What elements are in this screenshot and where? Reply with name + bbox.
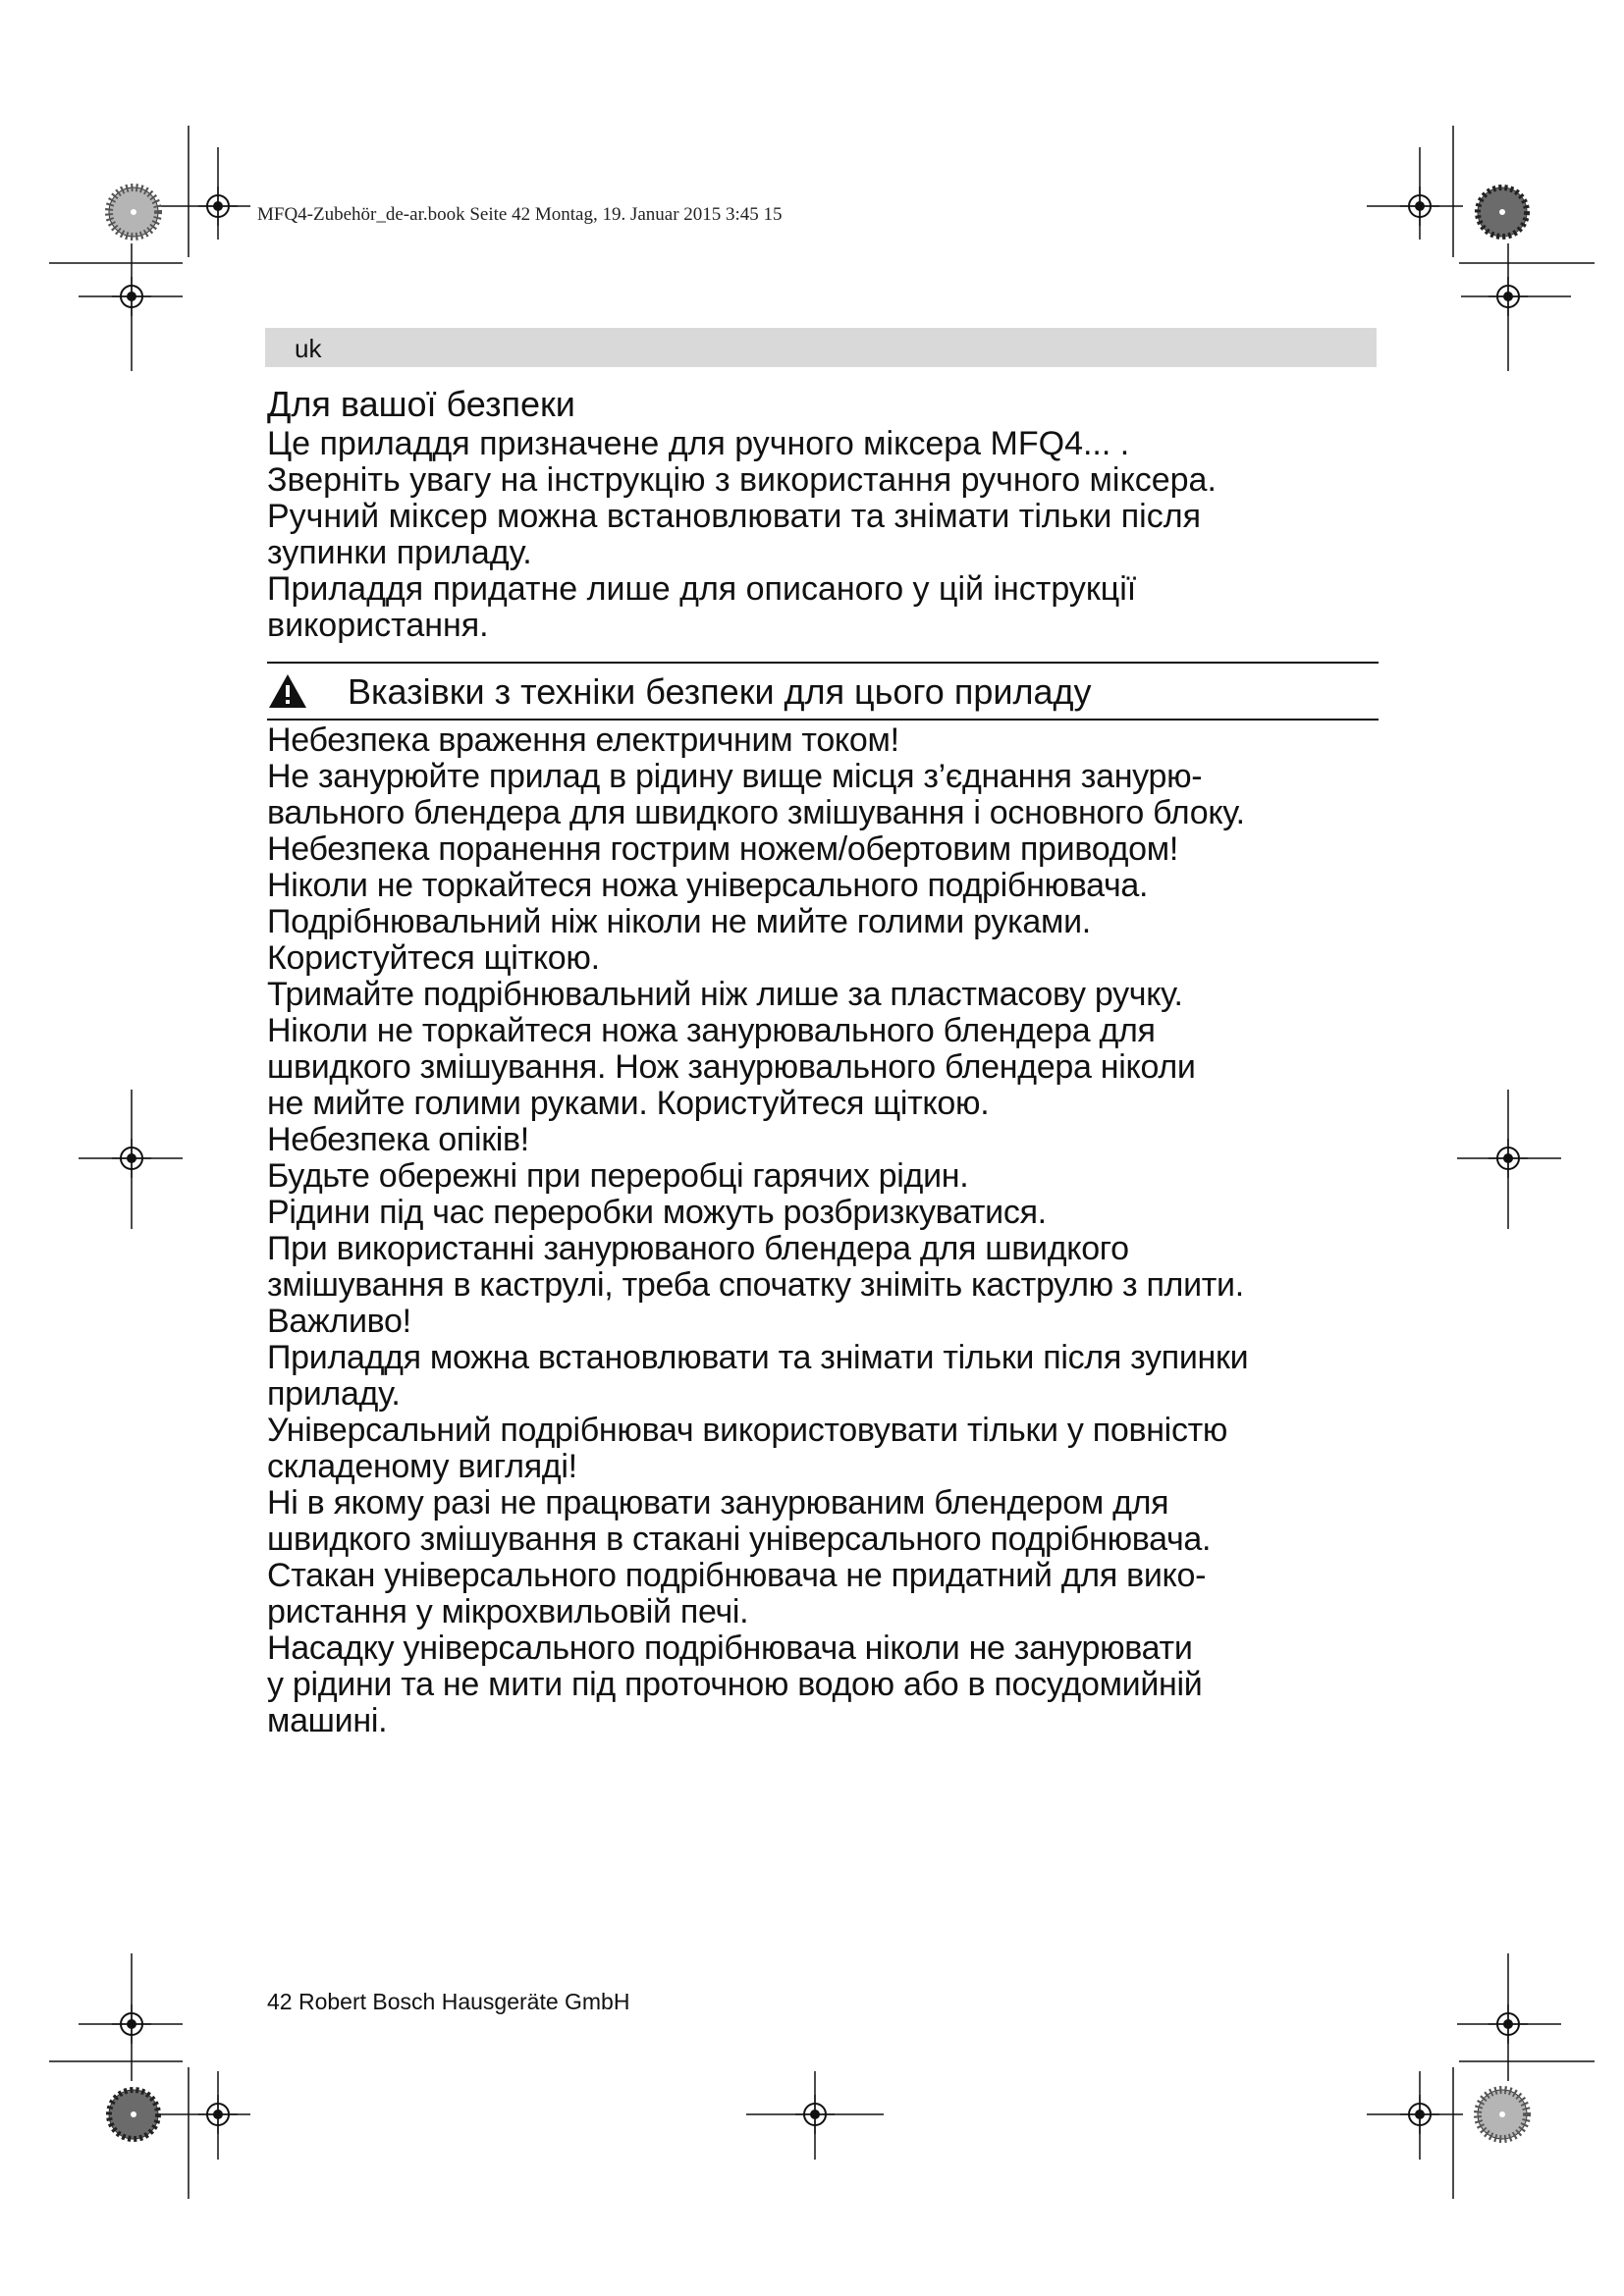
warning-subheading: Важливо! <box>267 1303 411 1340</box>
safety-line: Приладдя придатне лише для описаного у цій інструкції <box>267 570 1137 608</box>
section-title: Для вашої безпеки <box>267 384 575 424</box>
warning-line: Не занурюйте прилад в рідину вище місця з’єднання занурю- <box>267 758 1203 795</box>
warning-line: приладу. <box>267 1375 401 1413</box>
safety-line: зупинки приладу. <box>267 534 532 571</box>
warning-line: ристання у мікрохвильовій печі. <box>267 1593 749 1630</box>
warning-line: змішування в каструлі, треба спочатку зніміть каструлю з плити. <box>267 1266 1244 1304</box>
registration-mark-icon <box>1400 187 1439 226</box>
color-wheel-icon <box>1478 2090 1527 2139</box>
color-wheel-icon <box>109 187 158 237</box>
warning-line: у рідини та не мити під проточною водою або в посудомийній <box>267 1666 1203 1703</box>
language-code: uk <box>295 334 322 363</box>
warning-subheading: Небезпека поранення гострим ножем/обертовим приводом! <box>267 830 1178 868</box>
warning-line: При використанні занурюваного блендера для швидкого <box>267 1230 1129 1267</box>
warning-header <box>267 662 1379 721</box>
warning-line: машині. <box>267 1702 388 1739</box>
registration-mark-icon <box>1489 1139 1528 1178</box>
print-header: MFQ4-Zubehör_de-ar.book Seite 42 Montag, 19. Januar 2015 3:45 15 <box>257 204 783 225</box>
language-bar <box>265 328 1377 367</box>
warning-line: вального блендера для швидкого змішування і основного блоку. <box>267 794 1245 831</box>
warning-line: швидкого змішування в стакані універсального подрібнювача. <box>267 1521 1212 1558</box>
page-footer: 42 Robert Bosch Hausgeräte GmbH <box>267 1989 630 2014</box>
warning-line: Тримайте подрібнювальний ніж лише за пластмасову ручку. <box>267 976 1183 1013</box>
registration-mark-icon <box>112 2004 151 2044</box>
safety-line: Зверніть увагу на інструкцію з використання ручного міксера. <box>267 461 1217 499</box>
page-content <box>267 385 1379 1739</box>
color-wheel-icon <box>109 2090 158 2139</box>
safety-line: використання. <box>267 607 489 644</box>
registration-mark-icon <box>112 277 151 316</box>
warning-line: Ніколи не торкайтеся ножа універсального подрібнювача. <box>267 867 1149 904</box>
warning-title: Вказівки з техніки безпеки для цього приладу <box>348 671 1092 712</box>
registration-mark-icon <box>795 2095 835 2134</box>
warning-line: Насадку універсального подрібнювача ніколи не занурювати <box>267 1629 1193 1667</box>
warning-subheading: Небезпека враження електричним током! <box>267 721 899 759</box>
color-wheel-icon <box>1478 187 1527 237</box>
warning-line: швидкого змішування. Нож занурювального блендера ніколи <box>267 1048 1196 1086</box>
warning-line: Подрібнювальний ніж ніколи не мийте голими руками. <box>267 903 1091 940</box>
warning-triangle-icon <box>267 672 308 710</box>
registration-mark-icon <box>112 1139 151 1178</box>
warning-line: Будьте обережні при переробці гарячих рідин. <box>267 1157 969 1195</box>
registration-mark-icon <box>1489 277 1528 316</box>
safety-line: Ручний міксер можна встановлювати та знімати тільки після <box>267 498 1201 535</box>
warning-subheading: Небезпека опіків! <box>267 1121 529 1158</box>
warning-line: Користуйтеся щіткою. <box>267 939 600 977</box>
warning-line: Рідини під час переробки можуть розбризкуватися. <box>267 1194 1047 1231</box>
warning-line: Універсальний подрібнювач використовувати тільки у повністю <box>267 1412 1228 1449</box>
registration-mark-icon <box>1489 2004 1528 2044</box>
safety-line: Це приладдя призначене для ручного міксера MFQ4... . <box>267 425 1130 462</box>
warning-line: Стакан універсального подрібнювача не придатний для вико- <box>267 1557 1207 1594</box>
warning-line: складеному вигляді! <box>267 1448 577 1485</box>
warning-line: не мийте голими руками. Користуйтеся щіткою. <box>267 1085 990 1122</box>
warning-line: Ні в якому разі не працювати занурюваним блендером для <box>267 1484 1169 1522</box>
warning-line: Приладдя можна встановлювати та знімати тільки після зупинки <box>267 1339 1249 1376</box>
registration-mark-icon <box>198 2095 238 2134</box>
warning-body <box>267 722 1379 1739</box>
warning-line: Ніколи не торкайтеся ножа занурювального блендера для <box>267 1012 1156 1049</box>
registration-mark-icon <box>1400 2095 1439 2134</box>
registration-mark-icon <box>198 187 238 226</box>
